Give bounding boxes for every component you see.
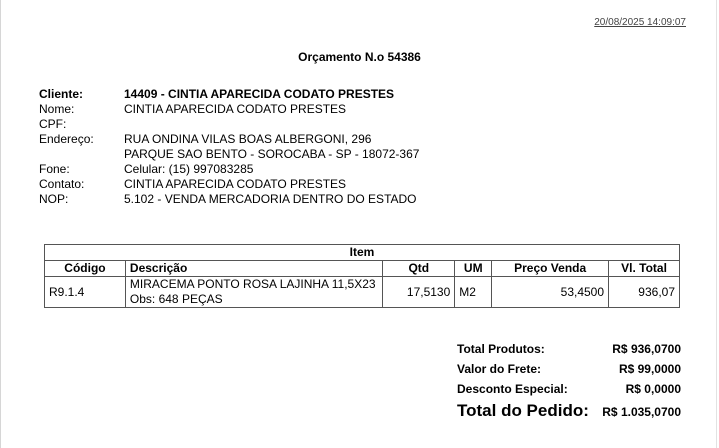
total-produtos-value: R$ 936,0700: [612, 342, 681, 356]
contato-row: [39, 177, 419, 192]
endereco-row-2: [39, 147, 419, 162]
endereco-line2: PARQUE SAO BENTO - SOROCABA - SP - 18072-367: [124, 147, 420, 161]
item-total: 936,07: [609, 277, 680, 308]
nop-row: [39, 192, 419, 207]
total-produtos-label: Total Produtos:: [457, 342, 545, 356]
totals-block: [457, 339, 681, 421]
nome-value: CINTIA APARECIDA CODATO PRESTES: [124, 102, 347, 116]
cliente-row: [39, 87, 419, 102]
item-descricao: MIRACEMA PONTO ROSA LAJINHA 11,5X23: [129, 277, 376, 291]
page-right-border: [716, 0, 717, 448]
col-header-preco: Preço Venda: [492, 261, 609, 277]
nop-value: 5.102 - VENDA MERCADORIA DENTRO DO ESTADO: [124, 192, 417, 206]
item-codigo: R9.1.4: [45, 277, 126, 308]
contato-label: Contato:: [39, 177, 85, 191]
col-header-codigo: Código: [45, 261, 126, 277]
cpf-label: CPF:: [39, 117, 67, 131]
client-info: [39, 87, 419, 207]
desconto-row: [457, 379, 681, 399]
page-left-border: [0, 0, 1, 448]
items-group-header-row: [45, 245, 680, 261]
endereco-row: [39, 132, 419, 147]
items-table: [44, 244, 680, 308]
total-pedido-label: Total do Pedido:: [457, 401, 589, 420]
items-column-header-row: [45, 261, 680, 277]
fone-row: [39, 162, 419, 177]
item-obs: Obs: 648 PEÇAS: [129, 292, 223, 306]
cpf-row: [39, 117, 419, 132]
endereco-line1: RUA ONDINA VILAS BOAS ALBERGONI, 296: [124, 132, 372, 146]
print-timestamp: 20/08/2025 14:09:07: [594, 17, 686, 28]
total-pedido-row: [457, 401, 681, 421]
cliente-label: Cliente:: [39, 87, 84, 101]
item-preco: 53,4500: [492, 277, 609, 308]
item-descricao-cell: [125, 277, 382, 308]
document-title: Orçamento N.o 54386: [298, 50, 421, 64]
item-qtd: 17,5130: [383, 277, 455, 308]
total-pedido-value: R$ 1.035,0700: [602, 405, 681, 419]
valor-frete-label: Valor do Frete:: [457, 362, 542, 376]
total-produtos-row: [457, 339, 681, 359]
endereco-label: Endereço:: [39, 132, 94, 146]
table-row: [45, 277, 680, 308]
col-header-um: UM: [455, 261, 492, 277]
nome-row: [39, 102, 419, 117]
contato-value: CINTIA APARECIDA CODATO PRESTES: [124, 177, 347, 191]
valor-frete-value: R$ 99,0000: [618, 362, 681, 376]
fone-label: Fone:: [39, 162, 70, 176]
items-group-header: Item: [45, 245, 680, 261]
valor-frete-row: [457, 359, 681, 379]
item-um: M2: [455, 277, 492, 308]
cliente-value: 14409 - CINTIA APARECIDA CODATO PRESTES: [124, 87, 395, 101]
desconto-value: R$ 0,0000: [625, 382, 681, 396]
col-header-total: Vl. Total: [609, 261, 680, 277]
fone-value: Celular: (15) 997083285: [124, 162, 254, 176]
col-header-qtd: Qtd: [383, 261, 455, 277]
nop-label: NOP:: [39, 192, 69, 206]
col-header-descricao: Descrição: [125, 261, 382, 277]
nome-label: Nome:: [39, 102, 75, 116]
desconto-label: Desconto Especial:: [457, 382, 568, 396]
